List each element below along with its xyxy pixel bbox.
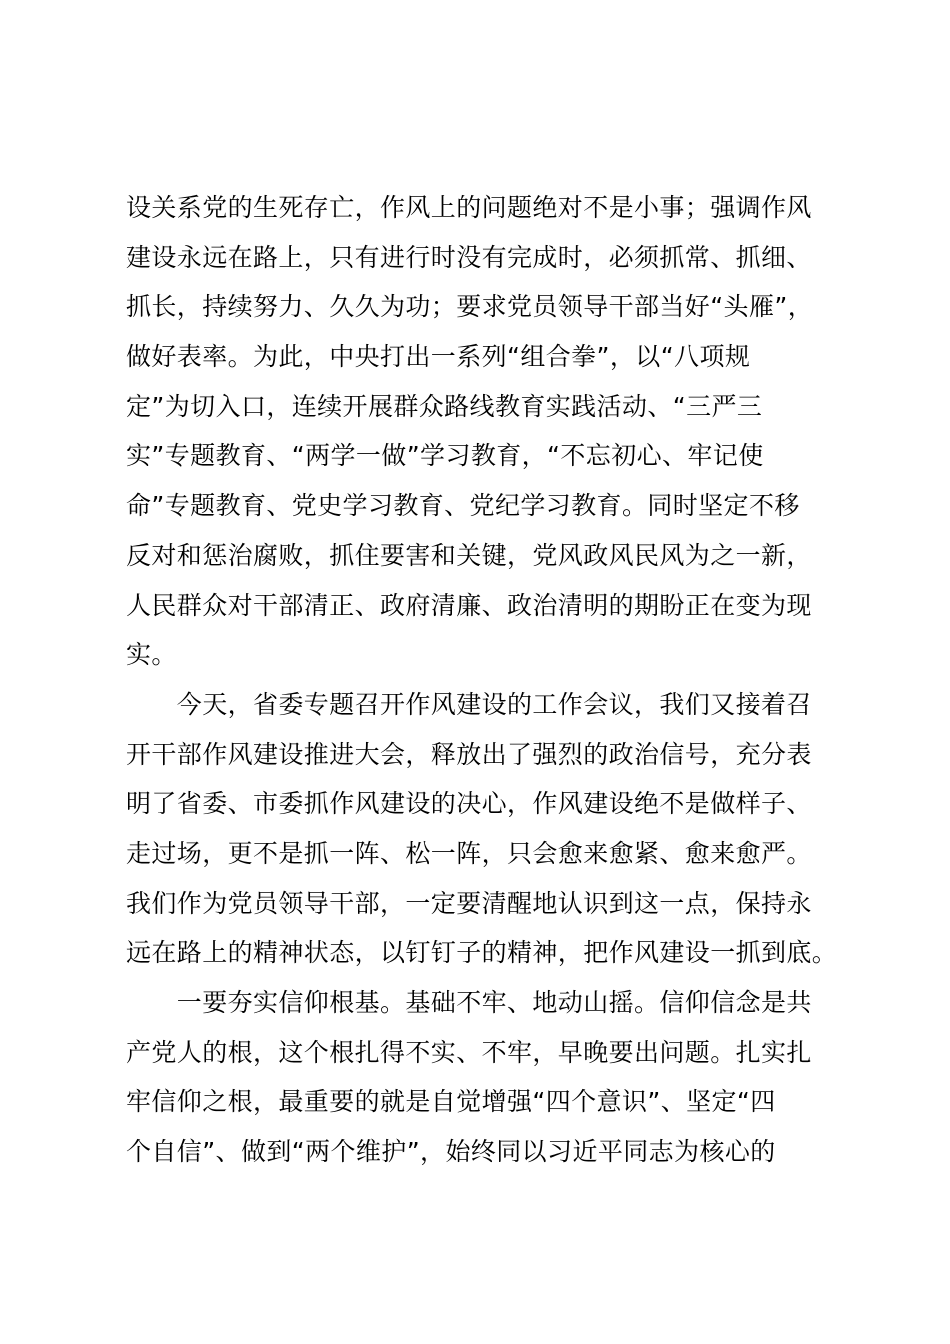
text-line: 实”专题教育、“两学一做”学习教育，“不忘初心、牢记使 (126, 441, 764, 471)
body-text (126, 183, 846, 1177)
text-line: 今天，省委专题召开作风建设的工作会议，我们又接着召 (126, 689, 812, 719)
text-line: 建设永远在路上，只有进行时没有完成时，必须抓常、抓细、 (126, 242, 812, 272)
text-line: 个自信”、做到“两个维护”，始终同以习近平同志为核心的 (126, 1137, 776, 1167)
text-line: 产党人的根，这个根扎得不实、不牢，早晚要出问题。扎实扎 (126, 1037, 812, 1067)
text-line: 抓长，持续努力、久久为功；要求党员领导干部当好“头雁”， (126, 292, 814, 322)
text-line: 定”为切入口，连续开展群众路线教育实践活动、“三严三 (126, 391, 763, 421)
text-line: 开干部作风建设推进大会，释放出了强烈的政治信号，充分表 (126, 739, 812, 769)
text-line: 做好表率。为此，中央打出一系列“组合拳”，以“八项规 (126, 342, 751, 372)
text-line: 走过场，更不是抓一阵、松一阵，只会愈来愈紧、愈来愈严。 (126, 838, 812, 868)
text-line: 命”专题教育、党史学习教育、党纪学习教育。同时坚定不移 (126, 491, 800, 521)
text-line: 牢信仰之根，最重要的就是自觉增强“四个意识”、坚定“四 (126, 1087, 776, 1117)
text-line: 明了省委、市委抓作风建设的决心，作风建设绝不是做样子、 (126, 789, 812, 819)
text-line: 反对和惩治腐败，抓住要害和关键，党风政风民风为之一新， (126, 540, 812, 570)
text-line: 我们作为党员领导干部，一定要清醒地认识到这一点，保持永 (126, 888, 812, 918)
text-line: 设关系党的生死存亡，作风上的问题绝对不是小事；强调作风 (126, 193, 812, 222)
text-line: 远在路上的精神状态，以钉钉子的精神，把作风建设一抓到底。 (126, 938, 838, 968)
text-line: 实。 (126, 640, 177, 670)
text-line: 一要夯实信仰根基。基础不牢、地动山摇。信仰信念是共 (126, 988, 812, 1017)
text-line: 人民群众对干部清正、政府清廉、政治清明的期盼正在变为现 (126, 590, 812, 620)
